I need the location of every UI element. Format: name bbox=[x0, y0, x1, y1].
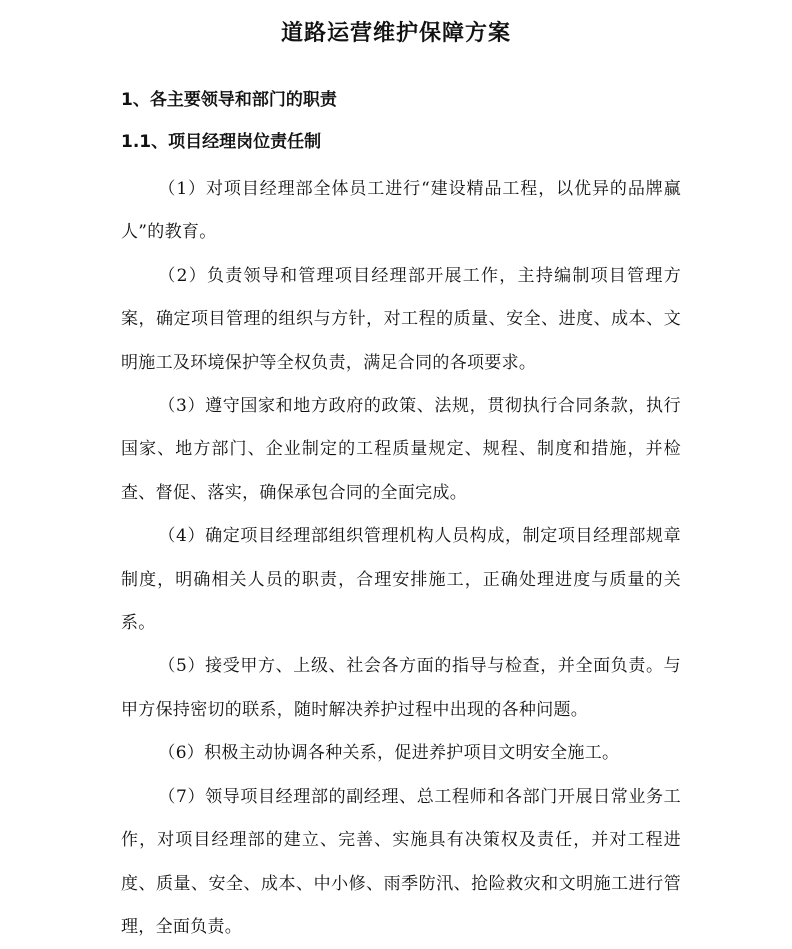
paragraph-5: （5）接受甲方、上级、社会各方面的指导与检查，并全面负责。与甲方保持密切的联系，随时解决养护过程中出现的各种问题。 bbox=[121, 656, 681, 720]
paragraph-6: （6）积极主动协调各种关系，促进养护项目文明安全施工。 bbox=[158, 743, 620, 764]
document-title: 道路运营维护保障方案 bbox=[280, 21, 511, 46]
document-body bbox=[121, 168, 681, 949]
paragraph-7: （7）领导项目经理部的副经理、总工程师和各部门开展日常业务工作，对项目经理部的建立、完善、实施具有决策权及责任，并对工程进度、质量、安全、成本、中小修、雨季防汛、抢险救灾和文明施工进行管理，全面负责。 bbox=[121, 786, 681, 937]
paragraph-2: （2）负责领导和管理项目经理部开展工作，主持编制项目管理方案，确定项目管理的组织与方针，对工程的质量、安全、进度、成本、文明施工及环境保护等全权负责，满足合同的各项要求。 bbox=[121, 265, 681, 373]
paragraph-4: （4）确定项目经理部组织管理机构人员构成，制定项目经理部规章制度，明确相关人员的职责，合理安排施工，正确处理进度与质量的关系。 bbox=[121, 526, 681, 634]
subsection-heading: 1.1、项目经理岗位责任制 bbox=[121, 132, 322, 152]
paragraph-1: （1）对项目经理部全体员工进行“建设精品工程，以优异的品牌赢人”的教育。 bbox=[121, 179, 681, 243]
section-heading: 1、各主要领导和部门的职责 bbox=[121, 90, 337, 110]
paragraph-3: （3）遵守国家和地方政府的政策、法规，贯彻执行合同条款，执行国家、地方部门、企业制定的工程质量规定、规程、制度和措施，并检查、督促、落实，确保承包合同的全面完成。 bbox=[121, 396, 681, 503]
